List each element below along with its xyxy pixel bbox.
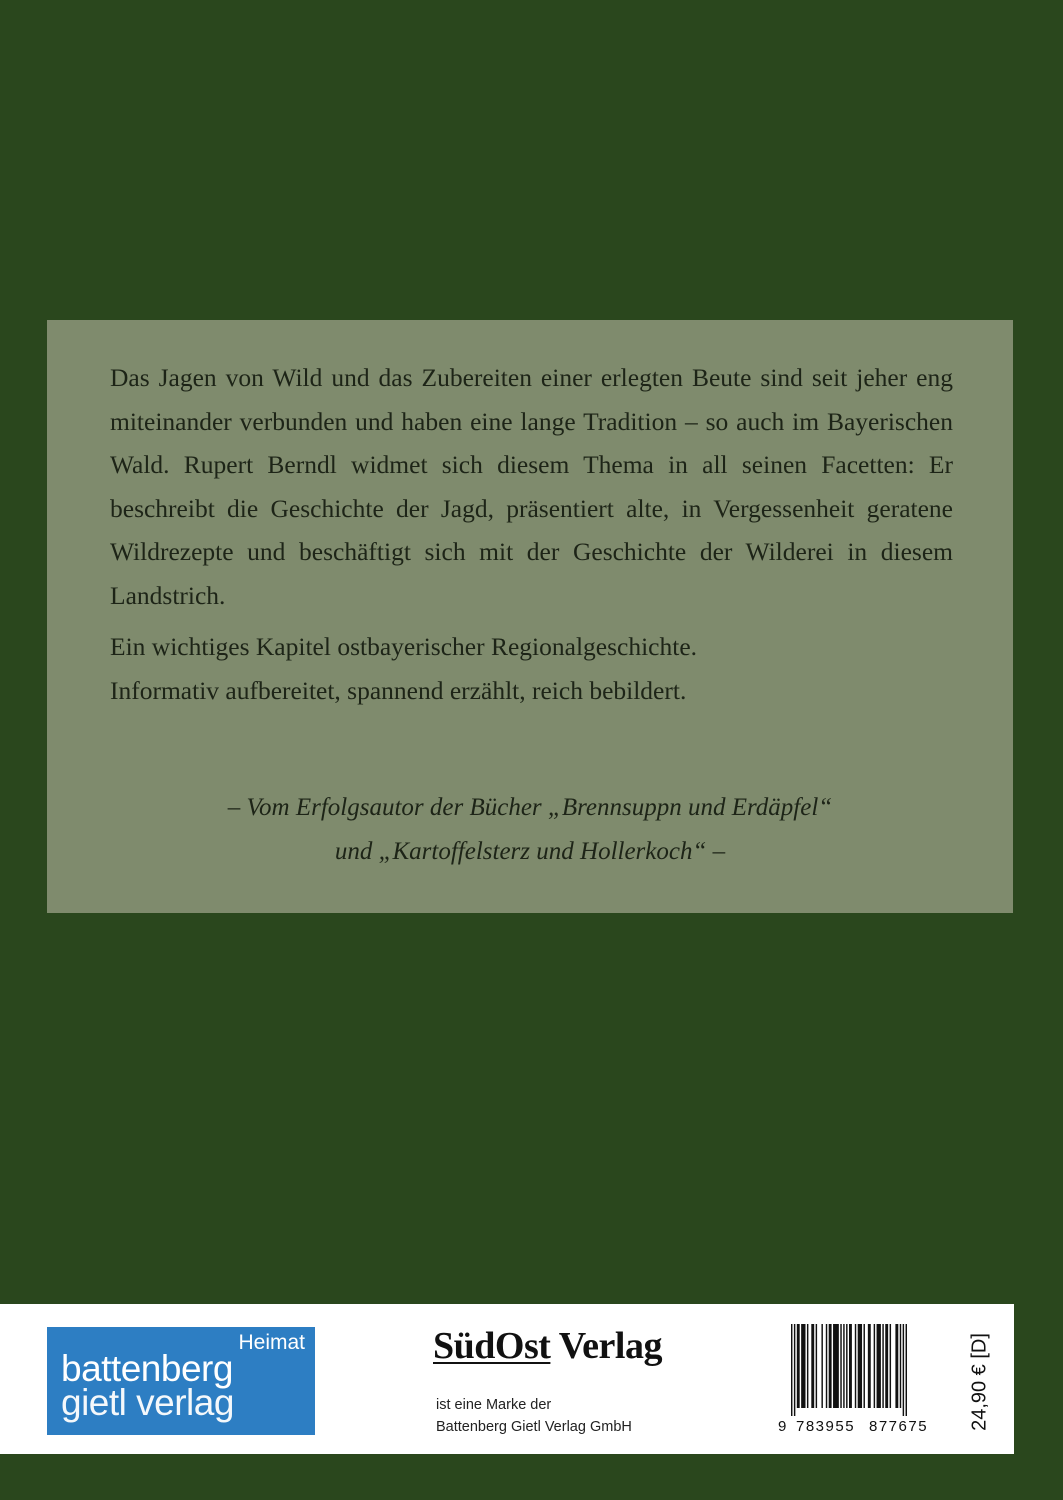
battenberg-gietl-logo [47, 1327, 315, 1435]
blurb-paragraph-1: Das Jagen von Wild und das Zubereiten einer erlegten Beute sind seit jeher eng miteinander verbunden und haben eine lange Tradition – so auch im Bayerischen Wald. Rupert Berndl widmet sich diesem Thema in all seinen Facetten: Er beschreibt die Geschichte der Jagd, präsentiert alte, in Vergessenheit geratene Wildrezepte und beschäftigt sich mit der Geschichte der Wilderei in diesem Landstrich. [110, 363, 953, 610]
imprint-line-2: Battenberg Gietl Verlag GmbH [436, 1419, 632, 1435]
suedost-title-rest: Verlag [550, 1325, 662, 1367]
blurb-paragraph-2-line-1: Ein wichtiges Kapitel ostbayerischer Regionalgeschichte. [110, 632, 698, 661]
author-quote [47, 786, 1013, 873]
suedost-verlag-logo [433, 1324, 662, 1368]
price-label [967, 1326, 993, 1438]
price-text: 24,90 € [D] [968, 1333, 991, 1431]
blurb-paragraph-2 [110, 625, 953, 712]
barcode-first-digit: 9 [778, 1418, 788, 1435]
quote-line-2: und „Kartoffelsterz und Hollerkoch“ – [334, 837, 726, 865]
imprint-line-1: ist eine Marke der [436, 1397, 552, 1413]
quote-line-1: – Vom Erfolgsautor der Bücher „Brennsuppn und Erdäpfel“ [227, 794, 833, 821]
logo-line-1: battenberg [61, 1348, 233, 1389]
barcode-bars-icon [791, 1324, 941, 1416]
logo-heimat-text: Heimat [238, 1331, 305, 1354]
blurb-paragraph-2-line-2: Informativ aufbereitet, spannend erzählt, reich bebildert. [110, 675, 687, 705]
suedost-title-underlined: SüdOst [433, 1325, 551, 1367]
barcode-digits-group-2: 877675 [869, 1418, 929, 1435]
logo-line-2: gietl verlag [61, 1382, 234, 1423]
barcode-digits-group-1: 783955 [796, 1418, 856, 1435]
footer-strip [0, 1304, 1014, 1454]
blurb-panel [47, 320, 1013, 913]
isbn-barcode [778, 1324, 952, 1439]
